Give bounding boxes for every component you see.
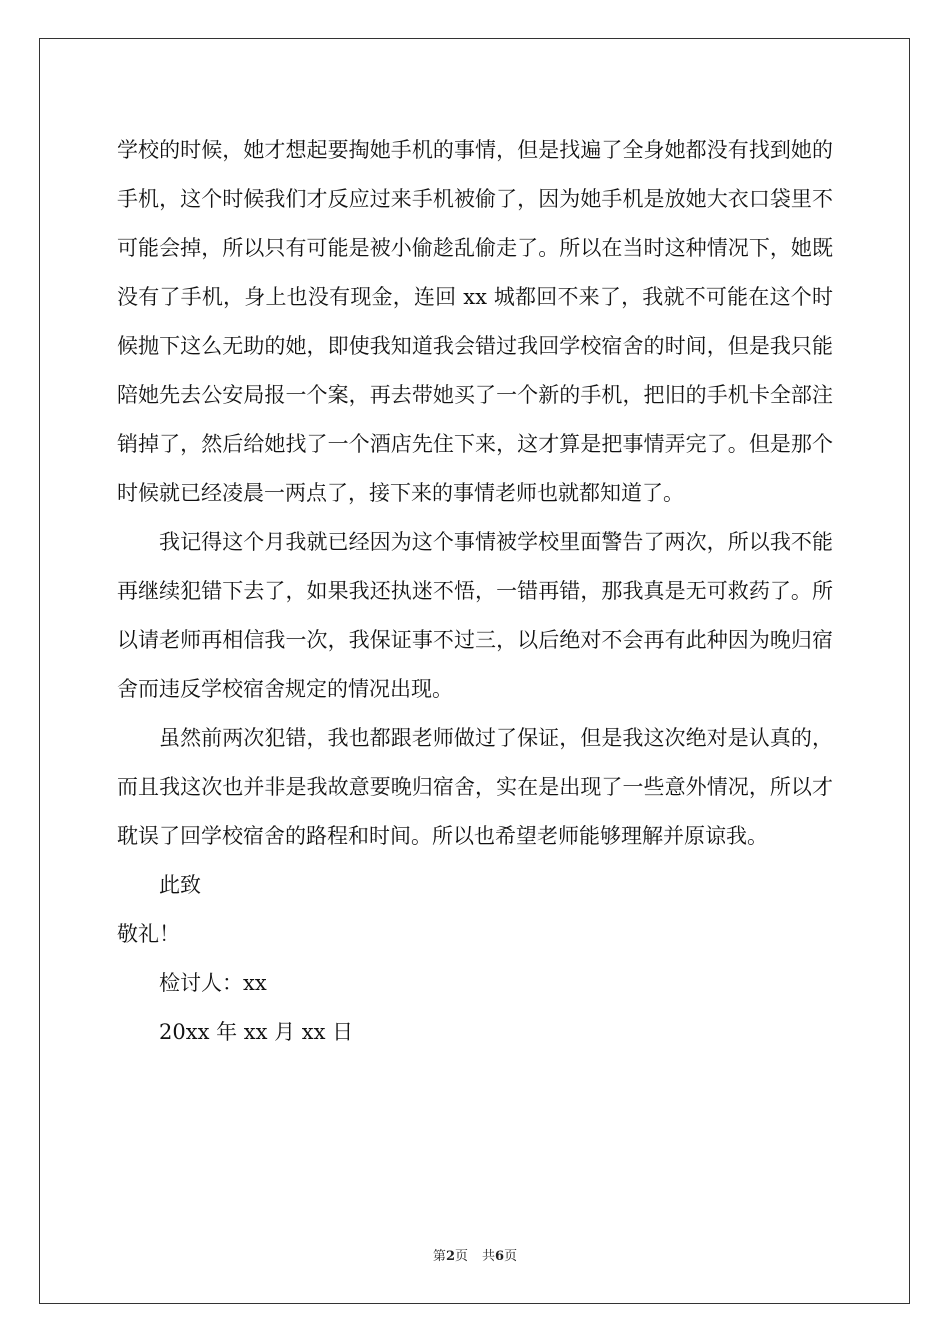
- paragraph-continuation: 学校的时候，她才想起要掏她手机的事情，但是找遍了全身她都没有找到她的手机，这个时候我们才反应过来手机被偷了，因为她手机是放她大衣口袋里不可能会掉，所以只有可能是被小偷趁乱偷走了。所以在当时这种情况下，她既没有了手机，身上也没有现金，连回 xx 城都回不来了，我就不可能在这个时候抛下这么无助的她，即使我知道我会错过我回学校宿舍的时间，但是我只能陪她先去公安局报一个案，再去带她买了一个新的手机，把旧的手机卡全部注销掉了，然后给她找了一个酒店先住下来，这才算是把事情弄完了。但是那个时候就已经凌晨一两点了，接下来的事情老师也就都知道了。: [117, 138, 833, 505]
- paragraph-warning: 我记得这个月我就已经因为这个事情被学校里面警告了两次，所以我不能再继续犯错下去了，如果我还执迷不悟，一错再错，那我真是无可救药了。所以请老师再相信我一次，我保证事不过三，以后绝对不会再有此种因为晚归宿舍而违反学校宿舍规定的情况出现。: [117, 530, 833, 701]
- page-footer: [0, 1247, 950, 1267]
- page-prefix: 第: [432, 1249, 446, 1264]
- paragraph-apology: 虽然前两次犯错，我也都跟老师做过了保证，但是我这次绝对是认真的，而且我这次也并非是我故意要晚归宿舍，实在是出现了一些意外情况，所以才耽误了回学校宿舍的路程和时间。所以也希望老师能够理解并原谅我。: [117, 726, 833, 848]
- date: 20xx 年 xx 月 xx 日: [159, 1020, 354, 1044]
- closing-phrase: 此致: [159, 873, 201, 897]
- signer: 检讨人：xx: [159, 971, 267, 995]
- salutation: 敬礼！: [117, 922, 180, 946]
- page-suffix: 页: [454, 1249, 468, 1264]
- total-suffix: 页: [504, 1249, 518, 1264]
- total-pages: 6: [495, 1249, 505, 1264]
- page-number: 2: [445, 1249, 455, 1264]
- total-prefix: 共: [482, 1249, 496, 1264]
- document-body: [117, 126, 833, 1057]
